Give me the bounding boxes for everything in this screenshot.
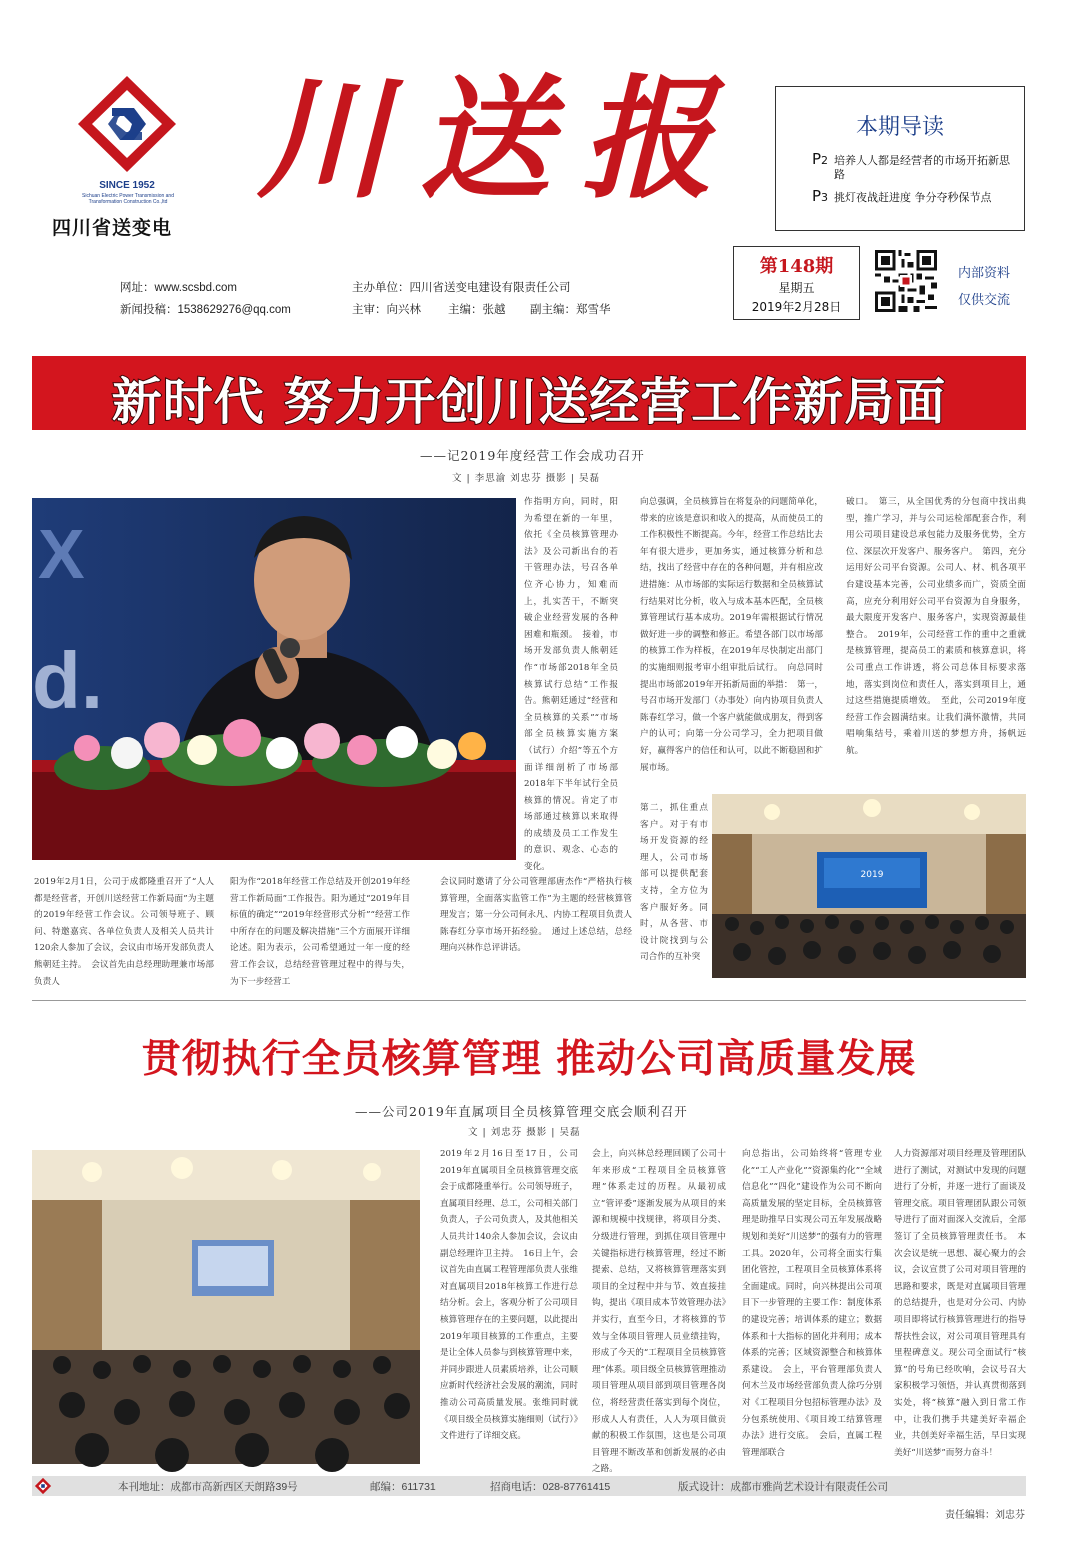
footer-postcode: 邮编：611731 bbox=[370, 1481, 436, 1493]
submission-email[interactable]: 新闻投稿：1538629276@qq.com bbox=[120, 304, 291, 316]
svg-text:d.: d. bbox=[32, 636, 104, 725]
company-logo bbox=[72, 74, 182, 174]
footer-logo-icon bbox=[34, 1477, 52, 1495]
article2-byline: 文 | 刘忠芬 摄影 | 吴磊 bbox=[468, 1127, 581, 1138]
issue-number: 第148期 bbox=[759, 256, 834, 277]
article2-subhead: ——公司2019年直属项目全员核算管理交底会顺利召开 bbox=[355, 1104, 688, 1119]
footer-ad-phone: 招商电话：028-87761415 bbox=[490, 1481, 611, 1493]
article2-column: 人力资源部对项目经理及管理团队进行了测试，对测试中发现的问题进行了分析，并逐一进行了面谈及管理交底。项目管理团队跟公司领导进行了面对面深入交流后，全部签订了全员核算管理责任书。 本次会议是统一思想、凝心聚力的会议，会议宣贯了公司对项目管理的思路和要求，既是对直属项目管理的总结提升，也是对分公司、内协项目即将试行核算管理进行的指导帮扶性会议，对公司项目管理具有里程碑意义。现公司全面试行“核算”的号角已经吹响，会议号召大家积极学习领悟，并认真贯彻落到实处，将“核算”融入到日常工作中，让我们携手共建美好幸福企业，共创美好幸福生活，早日实现美好“川送梦”而努力奋斗！ bbox=[894, 1149, 1026, 1458]
article1-column: 2019年2月1日，公司于成都隆重召开了“人人都是经营者，开创川送经营工作新局面”为主题的2019年经营工作会议。公司领导班子、顾问、特邀嘉宾、各单位负责人及相关人员共计120余人参加了会议，会议由市场开发部负责人熊朝廷主持。 会议首先由总经理助理兼市场部负责人 bbox=[34, 877, 214, 987]
article1-column: 阳为作“2018年经营工作总结及开创2019年经营工作新局面”工作报告。阳为通过“2019年目标值的确定”“2019年经营形式分析”“经营工作中所存在的问题及解决措施”三个方面展开详细论述。阳为表示，公司希望通过一年一度的经营工作会议，总结经营管理过程中的得与失，为下一步经营工 bbox=[230, 877, 410, 987]
guide-title: 本期导读 bbox=[855, 115, 944, 140]
svg-text:2019: 2019 bbox=[860, 870, 884, 880]
since-label: SINCE 1952 bbox=[99, 180, 155, 191]
deputy-editor-label: 副主编：郑雪华 bbox=[530, 304, 611, 316]
paper-title-text: 川送报 bbox=[257, 62, 743, 217]
article1-column: 会议同时邀请了分公司管理部唐杰作“严格执行核算管理，全面落实监管工作”为主题的经营核算管理发言；第一分公司何永凡、内协工程项目负责人陈春红分享市场开拓经验。 通过上述总结，总经理向兴林作总评讲话。 bbox=[440, 877, 632, 954]
article2-column: 向总指出，公司始终将“管理专业化”“工人产业化”“资源集约化”“全域信息化”“四化”建设作为公司不断向高质量发展的坚定目标，全员核算管理是助推早日实现公司五年发展战略规划和美好“川送梦”的强有力的管理工具。2020年，公司将全面实行集团化管控，工程项目全员核算体系将全面建成。同时，向兴林提出公司项目下一步管理的主要工作：制度体系的建设完善；培训体系的建立；数据体系和十大指标的固化并利用；成本体系的完善；区域资源整合和核算体系建设。 会上，平台管理部负责人何木兰及市场经营部负责人徐巧分别对《工程项目分包招标管理办法》及分包系统使用、《项目竣工结算管理办法》进行交底。 会后，直属工程管理部联合 bbox=[742, 1149, 882, 1458]
svg-text:X: X bbox=[38, 515, 85, 593]
article1-column: 破口。 第三，从全国优秀的分包商中找出典型，推广学习，并与公司运检部配套合作，利用公司项目建设总承包能力及服务优势，全方位、深层次开发客户、服务客户。 第四，充分运用好公司平台资源。公司人、材、机各项平台建设基本完善，公司业绩多而广，资质全面高，应充分利用好公司平台资源为自身服务，最大限度开发客户、服务客户，实现资源最佳整合。 2019年，公司经营工作的重中之重就是核算管理，提高员工的素质和核算意识，将公司重点工作讲透，将公司总体目标要求落地，落实到岗位和责任人，落实到项目上，通过这些措施提质增效。 至此，公司2019年度经营工作会圆满结束。让我们满怀激情，共同唱响集结号，乘着川送的梦想方舟，扬帆远航。 bbox=[846, 497, 1026, 756]
conference-hall-photo bbox=[712, 794, 1026, 978]
website-link[interactable]: 网址：www.scsbd.com bbox=[120, 282, 237, 294]
footer-address: 本刊地址：成都市高新西区天朗路39号 bbox=[118, 1481, 298, 1493]
article2-column: 2019年2月16日至17日，公司2019年直属项目全员核算管理交底会于成都隆重举行。公司领导班子，直属项目经理、总工，公司相关部门负责人，子公司负责人，及其他相关人员共计140余人参加会议，会议由副总经理许卫主持。 16日上午，会议首先由直属工程管理部负责人张维对直属项目2018年核算工作进行总结分析。会上，客观分析了公司项目核算管理存在的主要问题，以此提出2019年项目核算的工作重点，主要是让全体人员参与到核算管理中来，并同步跟进人员素质培养，让公司顺应新时代经济社会发展的潮流，同时推动公司高质量发展。张维同时就《项目级全员核算实施细则（试行）》文件进行了详细交底。 bbox=[440, 1149, 578, 1442]
for-exchange-label: 仅供交流 bbox=[958, 293, 1011, 308]
sponsor-label: 主办单位：四川省送变电建设有限责任公司 bbox=[352, 282, 571, 294]
guide-item-p3[interactable]: P3 挑灯夜战赶进度 争分夺秒保节点 bbox=[812, 189, 1012, 209]
responsible-editor: 责任编辑：刘忠芬 bbox=[945, 1510, 1025, 1521]
chief-review-label: 主审：向兴林 bbox=[352, 304, 421, 316]
company-chinese-name: 四川省送变电 bbox=[52, 217, 173, 239]
qr-code-icon[interactable] bbox=[875, 250, 937, 312]
internal-material-label: 内部资料 bbox=[958, 266, 1011, 281]
article1-byline: 文 | 李思渝 刘忠芬 摄影 | 吴磊 bbox=[452, 473, 601, 484]
article1-column: 作指明方向，同时，阳为希望在新的一年里，依托《全员核算管理办法》及公司新出台的若干管理办法，号召各单位齐心协力，知难而上，扎实苦干，不断突破企业经营发展的各种困难和瓶颈。 接着，市场开发部负责人熊朝廷作“市场部2018年全员核算试行总结”工作报告。熊朝廷通过“经营和全员核算的关系”“市场部全员核算实施方案（试行）介绍”等五个方面详细剖析了市场部2018年下半年试行全员核算的情况。肯定了市场部通过核算以来取得的成绩及员工工作发生的意识、观念、心态的变化。 bbox=[524, 497, 618, 873]
chief-editor-label: 主编：张越 bbox=[448, 304, 506, 316]
paper-title-calligraphy bbox=[225, 60, 775, 220]
guide-item-p2[interactable]: P2 培养人人都是经营者的市场开拓新思路 bbox=[812, 152, 1012, 182]
speaker-photo bbox=[32, 498, 516, 860]
company-english-name: Sichuan Electric Power Transmission and Transformation Construction Co.,ltd bbox=[82, 193, 174, 205]
footer-design: 版式设计：成都市雅尚艺术设计有限责任公司 bbox=[678, 1481, 888, 1493]
section-divider bbox=[32, 1000, 1026, 1001]
article2-column: 会上，向兴林总经理回顾了公司十年来形成“工程项目全员核算管理”体系走过的历程。从最初成立“管评委”逐渐发展为从项目的来源和规模中找规律，将项目分类、分级进行管理，到抓住项目管理中关键指标进行核算管理，经过不断提索、总结，又将核算管理落实到项目的全过程中并与节、效直接挂钩，提出《项目成本节效管理办法》并实行，直至今日，才将核算的节效与全体项目管理人员业绩挂钩，形成了今天的“工程项目全员核算管理”体系。项目级全员核算管理推动项目管理从项目部到项目管理各岗位，将经营责任落实到每个岗位，形成人人有责任，人人为项目做贡献的积极工作氛围，这也是公司项目管理不断改革和创新发展的必由之路。 bbox=[592, 1149, 726, 1475]
article1-column: 向总强调，全员核算旨在将复杂的问题简单化，带来的应该是意识和收入的提高，从而使员工的工作积极性不断提高。今年，经营工作总结比去年有很大进步，更加务实，通过核算分析和总结，找出了经营中存在的各种问题，并有相应改进措施：从市场部的实际运行数据和全员核算试行结果对比分析，收入与成本基本匹配，全员核算管理试行基本成功。2019年需根据试行情况做好进一步的调整和修正。希望各部门以市场部的核算工作为样板，在2019年尽快制定出部门的实施细则报考审小组审批后试行。 向总同时提出市场部2019年开拓新局面的举措： 第一，号召市场开发部门（办事处）向内协项目负责人陈春红学习，做一个客户就能做成朋友，得到客户的认可；向第一分公司学习，全力把项目做好，赢得客户的信任和认可，以此不断稳固和扩展市场。 bbox=[640, 497, 823, 773]
guide-item-text: 培养人人都是经营者的市场开拓新思路 bbox=[834, 154, 1010, 181]
article2-headline: 贯彻执行全员核算管理 推动公司高质量发展 bbox=[141, 1037, 917, 1082]
issue-date: 2019年2月28日 bbox=[751, 300, 842, 314]
article1-headline: 新时代 努力开创川送经营工作新局面 bbox=[111, 373, 947, 431]
article1-subhead: ——记2019年度经营工作会成功召开 bbox=[420, 448, 645, 463]
article1-column: 第二，抓住重点客户。对于有市场开发资源的经理人，公司市场部可以提供配套支持，全方位为客户服好务。同时，从各营、市设计院找到与公司合作的互补突 bbox=[640, 803, 708, 963]
meeting-photo bbox=[32, 1150, 420, 1464]
guide-item-text: 挑灯夜战赶进度 争分夺秒保节点 bbox=[834, 191, 992, 204]
issue-weekday: 星期五 bbox=[778, 281, 815, 295]
